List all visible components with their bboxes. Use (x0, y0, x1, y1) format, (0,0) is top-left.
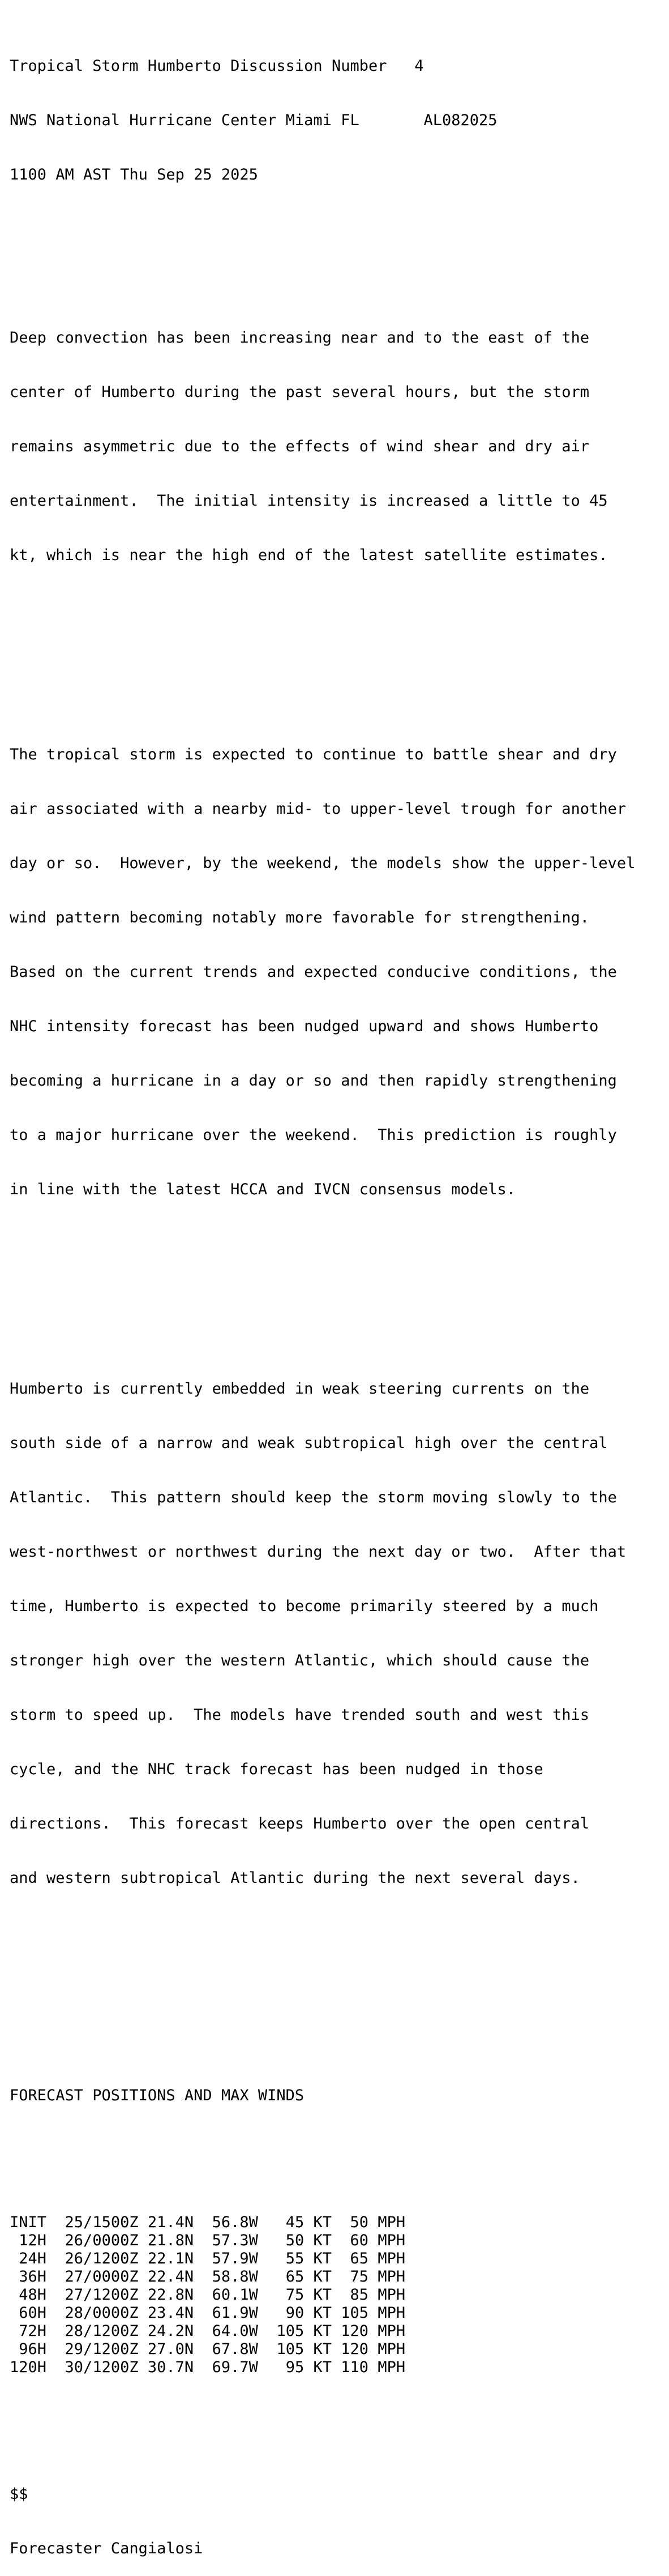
mph-unit: MPH (378, 2214, 406, 2231)
kt-unit: KT (313, 2304, 332, 2322)
forecast-latitude: 23.4N (147, 2304, 194, 2322)
kt-unit: KT (313, 2214, 332, 2231)
forecast-longitude: 64.0W (212, 2322, 258, 2340)
kt-unit: KT (313, 2359, 332, 2376)
forecast-longitude: 57.9W (212, 2250, 258, 2267)
forecast-hour: 24H (10, 2250, 47, 2267)
discussion-title: Tropical Storm Humberto Discussion Number 4 (10, 57, 424, 75)
text-line: becoming a hurricane in a day or so and then rapidly strengthening (10, 1072, 617, 1090)
forecast-row (10, 2268, 635, 2286)
issue-time: 1100 AM AST Thu Sep 25 2025 (10, 166, 258, 183)
discussion-text (10, 21, 635, 2576)
spacer (10, 2014, 635, 2032)
spacer (10, 637, 635, 655)
forecast-row (10, 2322, 635, 2340)
text-line: Atlantic. This pattern should keep the storm moving slowly to the (10, 1489, 617, 1506)
forecast-time: 26/1200Z (65, 2250, 139, 2267)
forecast-row (10, 2286, 635, 2304)
forecast-row (10, 2304, 635, 2322)
forecast-longitude: 56.8W (212, 2214, 258, 2231)
forecast-time: 28/1200Z (65, 2322, 139, 2340)
text-line: Deep convection has been increasing near and to the east of the (10, 329, 590, 347)
text-line: center of Humberto during the past several hours, but the storm (10, 383, 590, 401)
spacer (10, 1271, 635, 1289)
forecast-wind-kt: 65 (276, 2268, 305, 2285)
forecast-wind-kt: 95 (276, 2359, 305, 2376)
forecast-longitude: 57.3W (212, 2232, 258, 2249)
text-line: storm to speed up. The models have trended south and west this (10, 1706, 590, 1724)
spacer (10, 220, 635, 238)
forecast-wind-kt: 50 (276, 2232, 305, 2249)
forecast-hour: 72H (10, 2322, 47, 2340)
forecast-row (10, 2250, 635, 2268)
forecast-wind-mph: 75 (341, 2268, 369, 2285)
issuing-office: NWS National Hurricane Center Miami FL AL082025 (10, 112, 498, 129)
forecast-wind-kt: 90 (276, 2304, 305, 2322)
text-line: in line with the latest HCCA and IVCN consensus models. (10, 1181, 516, 1198)
text-line: air associated with a nearby mid- to upper-level trough for another (10, 800, 627, 818)
forecast-heading: FORECAST POSITIONS AND MAX WINDS (10, 2087, 305, 2104)
text-line: kt, which is near the high end of the latest satellite estimates. (10, 546, 608, 564)
forecast-wind-mph: 50 (341, 2214, 369, 2231)
forecast-latitude: 22.8N (147, 2286, 194, 2304)
forecast-wind-mph: 105 (341, 2304, 369, 2322)
text-line: entertainment. The initial intensity is increased a little to 45 (10, 492, 608, 510)
forecast-time: 27/1200Z (65, 2286, 139, 2304)
forecast-wind-kt: 105 (276, 2340, 305, 2358)
kt-unit: KT (313, 2232, 332, 2249)
forecast-longitude: 69.7W (212, 2359, 258, 2376)
forecast-hour: 96H (10, 2340, 47, 2358)
forecast-wind-mph: 60 (341, 2232, 369, 2249)
paragraph-3 (10, 1344, 635, 1924)
spacer (10, 1960, 635, 1978)
text-line: cycle, and the NHC track forecast has been nudged in those (10, 1761, 543, 1778)
forecast-wind-mph: 110 (341, 2359, 369, 2376)
forecast-hour: 120H (10, 2359, 47, 2376)
forecast-table (10, 2214, 635, 2377)
forecast-hour: 60H (10, 2304, 47, 2322)
text-line: time, Humberto is expected to become primarily steered by a much (10, 1597, 599, 1615)
forecast-wind-mph: 120 (341, 2340, 369, 2358)
mph-unit: MPH (378, 2232, 406, 2249)
forecast-row (10, 2340, 635, 2359)
forecast-time: 25/1500Z (65, 2214, 139, 2231)
forecast-latitude: 22.1N (147, 2250, 194, 2267)
forecast-hour: INIT (10, 2214, 47, 2231)
forecast-longitude: 58.8W (212, 2268, 258, 2285)
forecast-wind-kt: 45 (276, 2214, 305, 2231)
forecast-hour: 48H (10, 2286, 47, 2304)
kt-unit: KT (313, 2268, 332, 2285)
spacer (10, 2141, 635, 2159)
text-line: directions. This forecast keeps Humberto over the open central (10, 1815, 590, 1832)
mph-unit: MPH (378, 2340, 406, 2358)
spacer (10, 2431, 635, 2449)
forecast-row (10, 2214, 635, 2232)
text-line: south side of a narrow and weak subtropical high over the central (10, 1434, 608, 1452)
paragraph-2 (10, 710, 635, 1235)
forecast-longitude: 67.8W (212, 2340, 258, 2358)
forecast-latitude: 21.8N (147, 2232, 194, 2249)
mph-unit: MPH (378, 2268, 406, 2285)
text-line: and western subtropical Atlantic during the next several days. (10, 1869, 580, 1887)
forecast-time: 30/1200Z (65, 2359, 139, 2376)
mph-unit: MPH (378, 2359, 406, 2376)
forecast-time: 27/0000Z (65, 2268, 139, 2285)
mph-unit: MPH (378, 2304, 406, 2322)
forecast-time: 26/0000Z (65, 2232, 139, 2249)
forecaster-name: Forecaster Cangialosi (10, 2540, 203, 2557)
text-line: remains asymmetric due to the effects of wind shear and dry air (10, 438, 590, 455)
text-line: The tropical storm is expected to continue to battle shear and dry (10, 746, 617, 763)
forecast-wind-kt: 55 (276, 2250, 305, 2267)
forecast-latitude: 30.7N (147, 2359, 194, 2376)
forecast-latitude: 22.4N (147, 2268, 194, 2285)
forecast-longitude: 61.9W (212, 2304, 258, 2322)
text-line: NHC intensity forecast has been nudged upward and shows Humberto (10, 1018, 599, 1035)
text-line: Based on the current trends and expected conducive conditions, the (10, 963, 617, 981)
forecast-wind-mph: 85 (341, 2286, 369, 2304)
kt-unit: KT (313, 2340, 332, 2358)
forecast-longitude: 60.1W (212, 2286, 258, 2304)
forecast-latitude: 21.4N (147, 2214, 194, 2231)
forecast-wind-kt: 105 (276, 2322, 305, 2340)
paragraph-1 (10, 293, 635, 601)
mph-unit: MPH (378, 2250, 406, 2267)
forecast-wind-mph: 65 (341, 2250, 369, 2267)
forecast-time: 29/1200Z (65, 2340, 139, 2358)
kt-unit: KT (313, 2286, 332, 2304)
forecast-wind-kt: 75 (276, 2286, 305, 2304)
product-terminator: $$ (10, 2485, 28, 2503)
forecast-latitude: 24.2N (147, 2322, 194, 2340)
forecast-latitude: 27.0N (147, 2340, 194, 2358)
text-line: wind pattern becoming notably more favorable for strengthening. (10, 909, 590, 926)
mph-unit: MPH (378, 2322, 406, 2340)
forecast-row (10, 2359, 635, 2377)
forecast-hour: 12H (10, 2232, 47, 2249)
text-line: west-northwest or northwest during the next day or two. After that (10, 1543, 627, 1561)
text-line: Humberto is currently embedded in weak steering currents on the (10, 1380, 590, 1398)
kt-unit: KT (313, 2250, 332, 2267)
kt-unit: KT (313, 2322, 332, 2340)
forecast-row (10, 2232, 635, 2250)
mph-unit: MPH (378, 2286, 406, 2304)
text-line: stronger high over the western Atlantic, which should cause the (10, 1652, 590, 1669)
text-line: to a major hurricane over the weekend. This prediction is roughly (10, 1126, 617, 1144)
text-line: day or so. However, by the weekend, the models show the upper-level (10, 855, 636, 872)
forecast-wind-mph: 120 (341, 2322, 369, 2340)
forecast-time: 28/0000Z (65, 2304, 139, 2322)
forecast-hour: 36H (10, 2268, 47, 2285)
